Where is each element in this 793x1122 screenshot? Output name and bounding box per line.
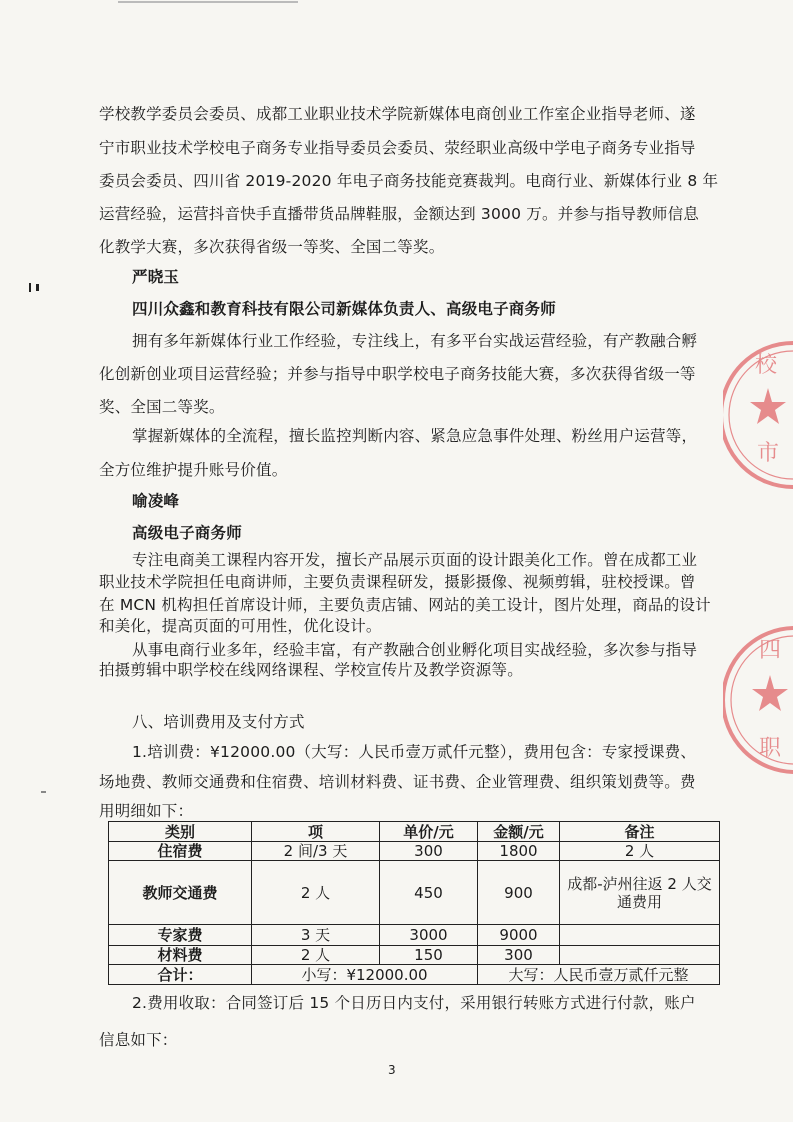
table-header: 备注 — [560, 822, 720, 842]
table-cell: 2 人 — [252, 946, 380, 965]
table-total-row — [109, 965, 720, 985]
table-cell: 2 人 — [560, 842, 720, 861]
table-cell: 3000 — [380, 925, 478, 946]
table-header: 类别 — [109, 822, 252, 842]
text-line: 奖、全国二等奖。 — [99, 398, 225, 416]
table-cell: 1800 — [478, 842, 560, 861]
text-line: 用明细如下： — [99, 802, 194, 820]
page-number: 3 — [388, 1063, 396, 1077]
table-cell — [560, 946, 720, 965]
table-cell: 300 — [380, 842, 478, 861]
table-cell: 900 — [478, 861, 560, 925]
text-line: 在 MCN 机构担任首席设计师，主要负责店铺、网站的美工设计，图片处理，商品的设计 — [99, 596, 711, 614]
table-cell: 150 — [380, 946, 478, 965]
table-total-small: 小写：¥12000.00 — [252, 965, 478, 985]
text-line: 全方位维护提升账号价值。 — [99, 461, 288, 479]
table-cell: 2 人 — [252, 861, 380, 925]
table-total-big: 大写：人民币壹万贰仟元整 — [478, 965, 720, 985]
text-line: 专注电商美工课程内容开发，擅长产品展示页面的设计跟美化工作。曾在成都工业 — [132, 551, 698, 569]
text-line: 2.费用收取：合同签订后 15 个日历日内支付，采用银行转账方式进行付款，账户 — [132, 994, 696, 1012]
table-cell — [560, 925, 720, 946]
table-row — [109, 946, 720, 965]
text-line: 场地费、教师交通费和住宿费、培训材料费、证书费、企业管理费、组织策划费等。费 — [99, 773, 696, 791]
table-cell: 300 — [478, 946, 560, 965]
text-line: 拥有多年新媒体行业工作经验，专注线上，有多平台实战运营经验，有产教融合孵 — [132, 332, 698, 350]
table-row — [109, 861, 720, 925]
scan-mark — [36, 284, 39, 291]
table-header: 项 — [252, 822, 380, 842]
text-line: 化创新创业项目运营经验；并参与指导中职学校电子商务技能大赛，多次获得省级一等 — [99, 365, 696, 383]
table-row — [109, 842, 720, 861]
scan-mark — [29, 283, 31, 292]
text-line: 1.培训费：¥12000.00（大写：人民币壹万贰仟元整），费用包含：专家授课费、 — [132, 743, 697, 761]
text-line: 从事电商行业多年，经验丰富，有产教融合创业孵化项目实战经验，多次参与指导 — [132, 641, 698, 659]
table-header-row — [109, 822, 720, 842]
text-line: 运营经验，运营抖音快手直播带货品牌鞋服，金额达到 3000 万。并参与指导教师信息 — [99, 205, 700, 223]
text-line: 宁市职业技术学校电子商务专业指导委员会委员、荥经职业高级中学电子商务专业指导 — [99, 139, 696, 157]
table-cell: 成都-泸州往返 2 人交通费用 — [560, 861, 720, 925]
table-header: 单价/元 — [380, 822, 478, 842]
text-line: 拍摄剪辑中职学校在线网络课程、学校宣传片及教学资源等。 — [99, 661, 523, 679]
person-name: 喻凌峰 — [132, 492, 180, 510]
person-title: 四川众鑫和教育科技有限公司新媒体负责人、高级电子商务师 — [132, 300, 556, 318]
text-line: 掌握新媒体的全流程，擅长监控判断内容、紧急应急事件处理、粉丝用户运营等， — [132, 427, 698, 445]
svg-text:职: 职 — [759, 736, 782, 761]
table-cell: 教师交通费 — [109, 861, 252, 925]
text-line: 信息如下： — [99, 1031, 178, 1049]
table-cell: 专家费 — [109, 925, 252, 946]
table-cell: 3 天 — [252, 925, 380, 946]
text-line: 委员会委员、四川省 2019-2020 年电子商务技能竞赛裁判。电商行业、新媒体行业 8 年 — [99, 172, 719, 190]
table-row — [109, 925, 720, 946]
fee-table — [108, 821, 720, 985]
table-total-label: 合计： — [109, 965, 252, 985]
seal-stamp-lower — [723, 615, 793, 785]
text-line: 化教学大赛，多次获得省级一等奖、全国二等奖。 — [99, 238, 445, 256]
section-heading: 八、培训费用及支付方式 — [132, 713, 305, 731]
svg-text:四: 四 — [759, 638, 782, 663]
table-cell: 450 — [380, 861, 478, 925]
table-header: 金额/元 — [478, 822, 560, 842]
seal-stamp-upper — [723, 330, 793, 500]
table-cell: 材料费 — [109, 946, 252, 965]
svg-text:校: 校 — [755, 353, 778, 378]
scan-mark — [41, 791, 46, 793]
text-line: 和美化，提高页面的可用性，优化设计。 — [99, 617, 382, 635]
person-title: 高级电子商务师 — [132, 524, 242, 542]
svg-text:市: 市 — [757, 441, 780, 466]
text-line: 学校教学委员会委员、成都工业职业技术学院新媒体电商创业工作室企业指导老师、遂 — [99, 105, 696, 123]
table-cell: 9000 — [478, 925, 560, 946]
text-line: 职业技术学院担任电商讲师，主要负责课程研发，摄影摄像、视频剪辑，驻校授课。曾 — [99, 573, 696, 591]
table-cell: 2 间/3 天 — [252, 842, 380, 861]
person-name: 严晓玉 — [132, 268, 180, 286]
table-cell: 住宿费 — [109, 842, 252, 861]
scan-mark — [118, 1, 298, 3]
